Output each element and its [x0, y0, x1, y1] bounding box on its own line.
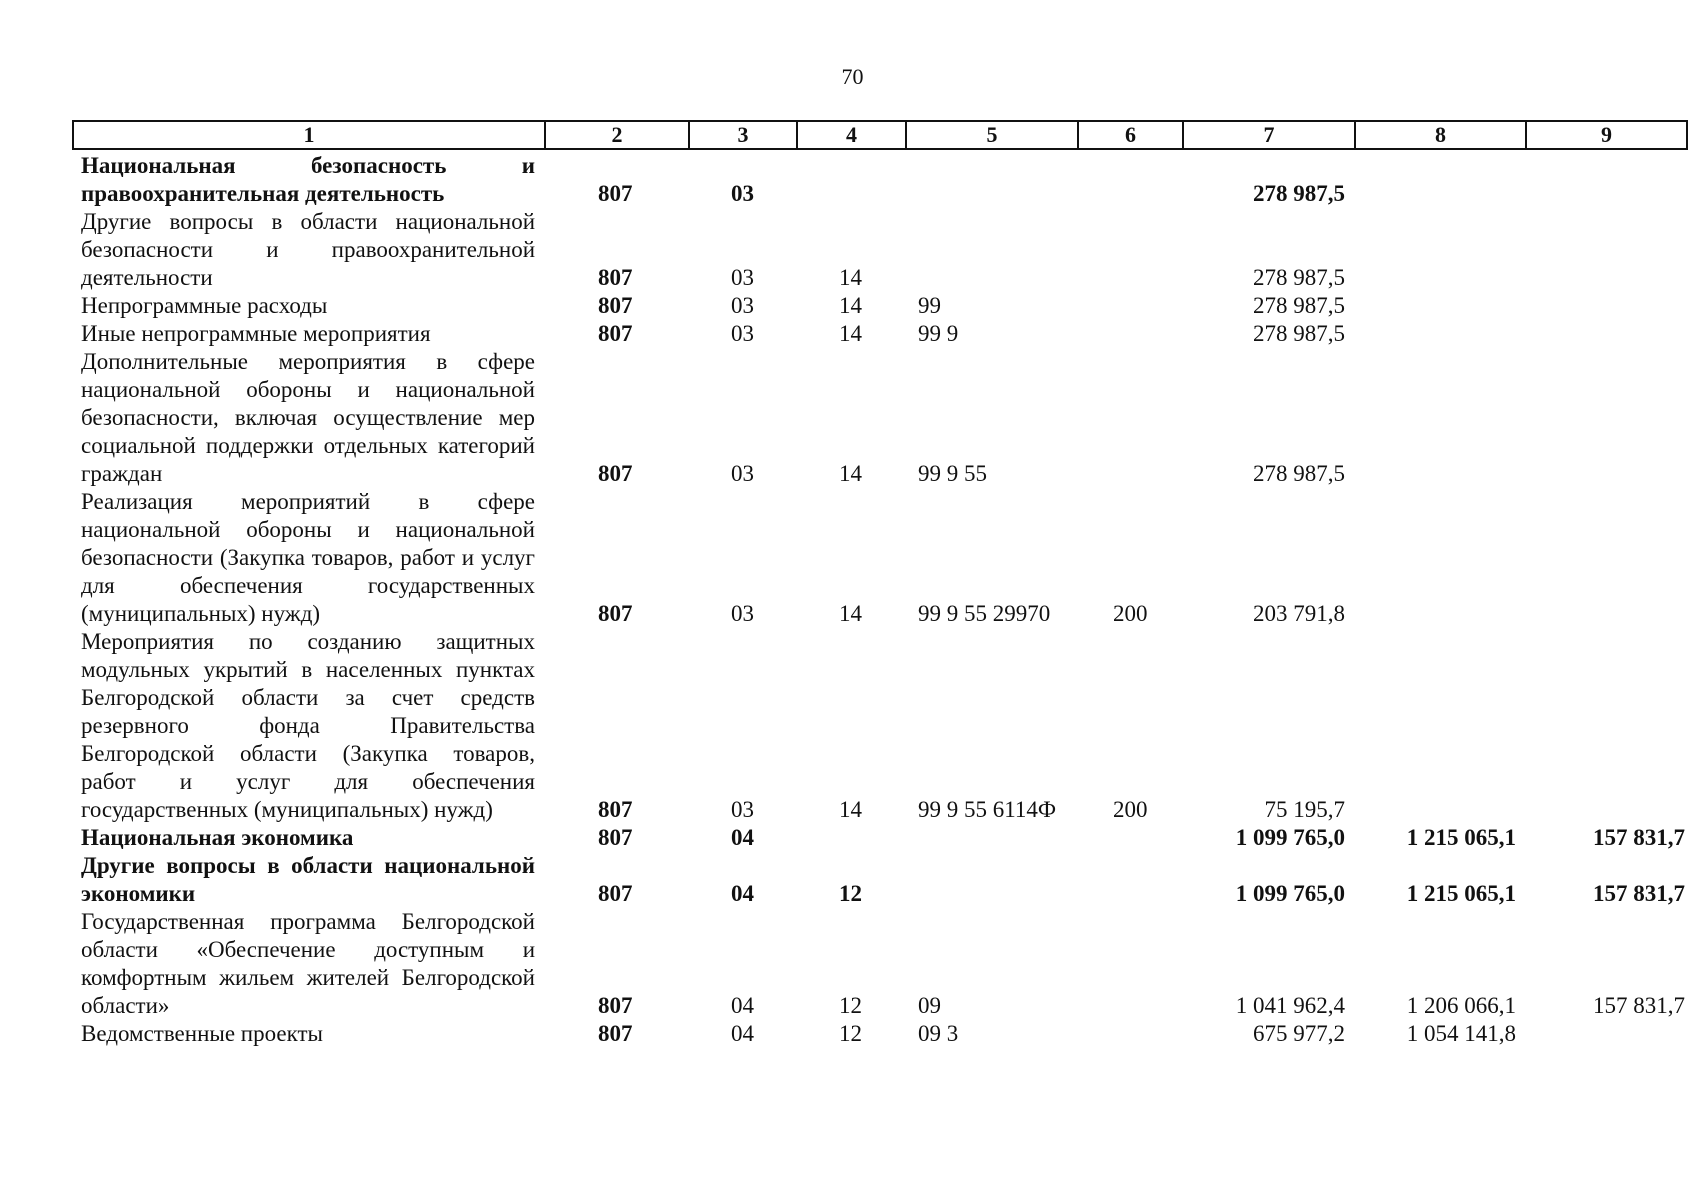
row-rz: 03 — [731, 265, 754, 290]
row-sum-2 — [1355, 628, 1526, 824]
row-csr: 99 — [918, 293, 941, 318]
row-name: Непрограммные расходы — [81, 293, 328, 318]
row-rz: 04 — [731, 825, 754, 850]
row-rz: 03 — [731, 601, 754, 626]
row-sum-1: 278 987,5 — [1253, 321, 1345, 346]
row-csr: 99 9 — [918, 321, 959, 346]
row-sum-3: 157 831,7 — [1593, 881, 1685, 906]
row-sum-3 — [1526, 208, 1687, 292]
row-vr — [1078, 208, 1183, 292]
page-number: 70 — [841, 64, 864, 89]
row-pr — [797, 824, 906, 852]
row-kvsr: 807 — [598, 797, 633, 822]
row-pr: 12 — [839, 993, 862, 1018]
row-pr: 14 — [839, 321, 862, 346]
row-pr: 14 — [839, 293, 862, 318]
row-csr — [906, 149, 1078, 208]
row-name: Другие вопросы в области национальной безопасности и правоохранительной деятельности — [81, 209, 535, 290]
row-name: Иные непрограммные мероприятия — [81, 321, 431, 346]
table-row — [73, 320, 1687, 348]
row-vr: 200 — [1113, 797, 1148, 822]
row-kvsr: 807 — [598, 881, 633, 906]
row-vr — [1078, 149, 1183, 208]
row-name: Государственная программа Белгородской области «Обеспечение доступным и комфортным жильем жителей Белгородской области» — [81, 909, 535, 1018]
row-csr: 99 9 55 29970 — [918, 601, 1051, 626]
row-csr — [906, 208, 1078, 292]
row-kvsr: 807 — [598, 461, 633, 486]
row-vr — [1078, 1020, 1183, 1048]
row-sum-1: 1 099 765,0 — [1235, 881, 1345, 906]
row-sum-2: 1 206 066,1 — [1406, 993, 1516, 1018]
row-sum-3 — [1526, 320, 1687, 348]
row-kvsr: 807 — [598, 293, 633, 318]
header-cell-pr: 4 — [797, 121, 906, 149]
budget-table — [72, 120, 1688, 1048]
row-pr: 14 — [839, 265, 862, 290]
table-row — [73, 208, 1687, 292]
row-csr: 99 9 55 — [918, 461, 987, 486]
header-cell-sum-2: 8 — [1355, 121, 1526, 149]
row-sum-1: 278 987,5 — [1253, 461, 1345, 486]
row-sum-2 — [1355, 149, 1526, 208]
header-cell-csr: 5 — [906, 121, 1078, 149]
row-sum-1: 278 987,5 — [1253, 265, 1345, 290]
row-vr — [1078, 292, 1183, 320]
row-sum-2 — [1355, 488, 1526, 628]
row-sum-2 — [1355, 208, 1526, 292]
row-name: Реализация мероприятий в сфере национальной обороны и национальной безопасности (Закупка товаров, работ и услуг для обеспечения государственных (муниципальных) нужд) — [81, 489, 535, 626]
row-sum-3 — [1526, 488, 1687, 628]
row-rz: 03 — [731, 797, 754, 822]
row-rz: 04 — [731, 1021, 754, 1046]
row-pr: 14 — [839, 601, 862, 626]
row-vr — [1078, 852, 1183, 908]
table-row — [73, 292, 1687, 320]
row-vr: 200 — [1113, 601, 1148, 626]
row-kvsr: 807 — [598, 1021, 633, 1046]
table-row — [73, 488, 1687, 628]
row-sum-3 — [1526, 292, 1687, 320]
table-row — [73, 908, 1687, 1020]
row-csr: 09 3 — [918, 1021, 959, 1046]
table-row — [73, 149, 1687, 208]
row-sum-2 — [1355, 348, 1526, 488]
row-name: Мероприятия по созданию защитных модульных укрытий в населенных пунктах Белгородской области за счет средств резервного фонда Правительства Белгородской области (Закупка товаров, работ и услуг для обеспечения государственных (муниципальных) нужд) — [81, 629, 535, 822]
row-name: Другие вопросы в области национальной экономики — [81, 853, 535, 906]
row-sum-3: 157 831,7 — [1593, 993, 1685, 1018]
row-kvsr: 807 — [598, 993, 633, 1018]
row-sum-2 — [1355, 320, 1526, 348]
row-vr — [1078, 348, 1183, 488]
row-sum-1: 203 791,8 — [1253, 601, 1345, 626]
row-rz: 03 — [731, 293, 754, 318]
row-csr — [906, 852, 1078, 908]
header-cell-kvsr: 2 — [545, 121, 689, 149]
row-sum-3: 157 831,7 — [1593, 825, 1685, 850]
row-vr — [1078, 824, 1183, 852]
row-rz: 03 — [731, 321, 754, 346]
row-rz: 03 — [731, 461, 754, 486]
row-sum-2: 1 054 141,8 — [1406, 1021, 1516, 1046]
row-pr — [797, 149, 906, 208]
header-cell-rz: 3 — [689, 121, 797, 149]
table-body — [73, 149, 1687, 1048]
row-sum-1: 1 041 962,4 — [1235, 993, 1345, 1018]
table-row — [73, 628, 1687, 824]
row-name: Национальная безопасность и правоохранительная деятельность — [81, 153, 535, 206]
row-vr — [1078, 320, 1183, 348]
row-sum-3 — [1526, 1020, 1687, 1048]
row-csr: 09 — [918, 993, 941, 1018]
row-csr — [906, 824, 1078, 852]
table-header — [73, 121, 1687, 149]
row-sum-1: 75 195,7 — [1264, 797, 1345, 822]
row-rz: 04 — [731, 881, 754, 906]
row-csr: 99 9 55 6114Ф — [918, 797, 1057, 822]
row-kvsr: 807 — [598, 321, 633, 346]
header-row — [73, 121, 1687, 149]
row-kvsr: 807 — [598, 265, 633, 290]
row-vr — [1078, 908, 1183, 1020]
row-kvsr: 807 — [598, 181, 633, 206]
row-sum-3 — [1526, 149, 1687, 208]
row-rz: 04 — [731, 993, 754, 1018]
row-name: Национальная экономика — [81, 825, 354, 850]
header-cell-name: 1 — [73, 121, 545, 149]
row-kvsr: 807 — [598, 601, 633, 626]
table-row — [73, 852, 1687, 908]
row-name: Дополнительные мероприятия в сфере национальной обороны и национальной безопасности, включая осуществление мер социальной поддержки отдельных категорий граждан — [81, 349, 535, 486]
row-sum-1: 1 099 765,0 — [1235, 825, 1345, 850]
row-sum-2: 1 215 065,1 — [1406, 881, 1516, 906]
row-kvsr: 807 — [598, 825, 633, 850]
row-pr: 14 — [839, 461, 862, 486]
table-row — [73, 824, 1687, 852]
row-sum-2 — [1355, 292, 1526, 320]
row-sum-3 — [1526, 628, 1687, 824]
header-cell-vr: 6 — [1078, 121, 1183, 149]
header-cell-sum-3: 9 — [1526, 121, 1687, 149]
row-pr: 14 — [839, 797, 862, 822]
row-pr: 12 — [839, 1021, 862, 1046]
row-sum-2: 1 215 065,1 — [1406, 825, 1516, 850]
row-sum-1: 278 987,5 — [1253, 293, 1345, 318]
row-rz: 03 — [731, 181, 754, 206]
row-name: Ведомственные проекты — [81, 1021, 323, 1046]
row-pr: 12 — [839, 881, 862, 906]
row-sum-1: 278 987,5 — [1253, 181, 1345, 206]
row-sum-1: 675 977,2 — [1253, 1021, 1345, 1046]
table-row — [73, 348, 1687, 488]
header-cell-sum-1: 7 — [1183, 121, 1355, 149]
table-row — [73, 1020, 1687, 1048]
row-sum-3 — [1526, 348, 1687, 488]
